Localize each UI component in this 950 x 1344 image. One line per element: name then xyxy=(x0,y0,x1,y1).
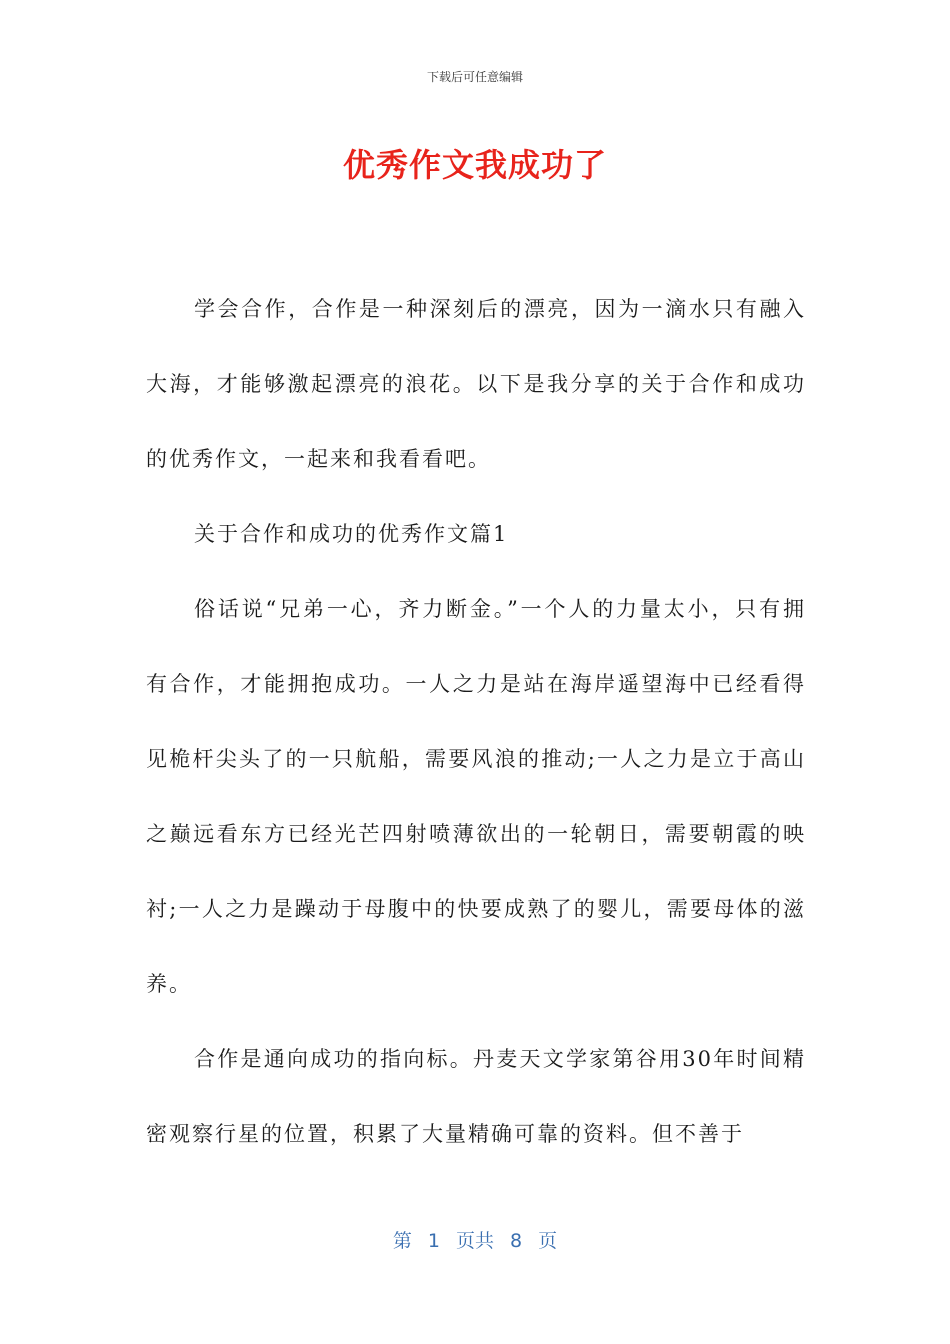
page-header-note: 下载后可任意编辑 xyxy=(426,70,523,84)
document-body xyxy=(146,272,806,1172)
intro-paragraph: 学会合作，合作是一种深刻后的漂亮，因为一滴水只有融入大海，才能够激起漂亮的浪花。以下是我分享的关于合作和成功的优秀作文，一起来和我看看吧。 xyxy=(146,297,806,471)
body-paragraph-1: 俗话说“兄弟一心，齐力断金。”一个人的力量太小，只有拥有合作，才能拥抱成功。一人之力是站在海岸遥望海中已经看得见桅杆尖头了的一只航船，需要风浪的推动;一人之力是立于高山之巅远看东方已经光芒四射喷薄欲出的一轮朝日，需要朝霞的映衬;一人之力是躁动于母腹中的快要成熟了的婴儿，需要母体的滋养。 xyxy=(146,597,806,996)
section-heading: 关于合作和成功的优秀作文篇1 xyxy=(194,522,509,546)
body-paragraph-2: 合作是通向成功的指向标。丹麦天文学家第谷用30年时间精密观察行星的位置，积累了大量精确可靠的资料。但不善于 xyxy=(146,1047,806,1146)
document-title: 优秀作文我成功了 xyxy=(342,146,607,184)
page-footer-pagination: 第 1 页共 8 页 xyxy=(392,1230,558,1252)
